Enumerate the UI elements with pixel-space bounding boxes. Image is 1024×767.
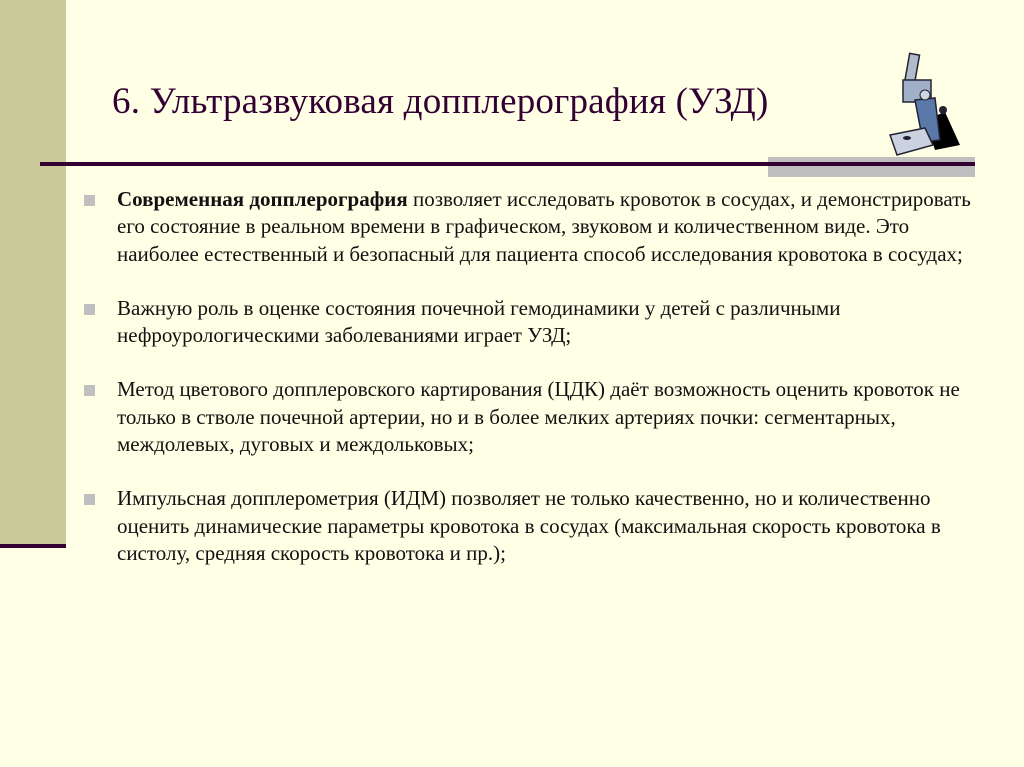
item-text: позволяет исследовать кровоток в сосудах, и демонстрировать его состояние в реальном времени в графическом, звуковом и количественном виде. Это наиболее естественный и безопасный для пациента способ исследования кровотока в сосудах; — [117, 187, 971, 266]
item-text: Импульсная допплерометрия (ИДМ) позволяет не только качественно, но и количественно оценить динамические параметры кровотока в сосудах (максимальная скорость кровотока в систолу, средняя скорость кровотока и пр.); — [117, 486, 941, 565]
list-item — [84, 295, 984, 350]
item-text: Важную роль в оценке состояния почечной гемодинамики у детей с различными нефроурологическими заболеваниями играет УЗД; — [117, 295, 841, 348]
title-divider — [40, 162, 975, 166]
bullet-icon — [84, 304, 95, 315]
slide-title: 6. Ультразвуковая допплерография (УЗД) — [112, 81, 769, 122]
list-item — [84, 485, 984, 567]
bullet-icon — [84, 494, 95, 505]
item-text: Метод цветового допплеровского картирования (ЦДК) даёт возможность оценить кровоток не только в стволе почечной артерии, но и в более мелких артериях почки: сегментарных, междолевых, дуговых и междольковых; — [117, 377, 960, 457]
bullet-icon — [84, 195, 95, 206]
left-accent-bar — [0, 0, 66, 544]
bold-term: Современная допплерография — [117, 187, 408, 211]
title-gray-bar — [768, 157, 975, 177]
microscope-icon — [885, 50, 965, 160]
left-accent-line — [0, 544, 66, 548]
bullet-list — [84, 186, 984, 594]
list-item — [84, 376, 984, 458]
bullet-icon — [84, 385, 95, 396]
list-item — [84, 186, 984, 268]
